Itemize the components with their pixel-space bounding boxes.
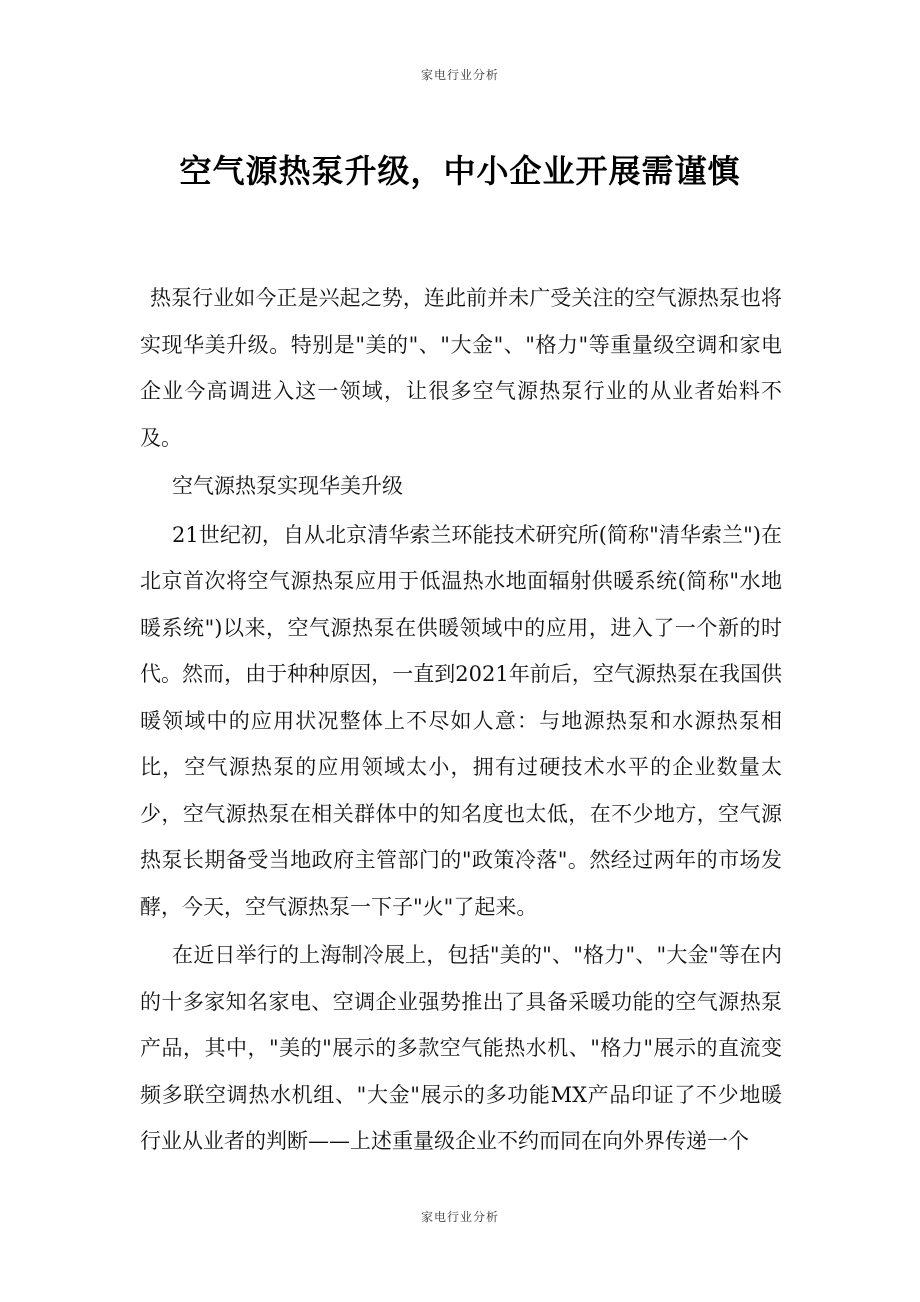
intro-paragraph: 热泵行业如今正是兴起之势，连此前并未广受关注的空气源热泵也将实现华美升级。特别是"美的"、"大金"、"格力"等重量级空调和家电企业今高调进入这一领域，让很多空气源热泵行业的从业者始料不及。 — [140, 286, 782, 450]
running-header: 家电行业分析 — [420, 68, 499, 82]
running-footer: 家电行业分析 — [420, 1210, 499, 1224]
expo-paragraph: 在近日举行的上海制冷展上，包括"美的"、"格力"、"大金"等在内的十多家知名家电、空调企业强势推出了具备采暖功能的空气源热泵产品，其中，"美的"展示的多款空气能热水机、"格力"展示的直流变频多联空调热水机组、"大金"展示的多功能MX产品印证了不少地暖行业从业者的判断——上述重量级企业不约而同在向外界传递一个 — [140, 943, 782, 1153]
article-body — [140, 275, 782, 1167]
history-paragraph: 21世纪初，自从北京清华索兰环能技术研究所(简称"清华索兰")在北京首次将空气源热泵应用于低温热水地面辐射供暖系统(简称"水地暖系统")以来，空气源热泵在供暖领域中的应用，进入了一个新的时代。然而，由于种种原因，一直到2021年前后，空气源热泵在我国供暖领域中的应用状况整体上不尽如人意：与地源热泵和水源热泵相比，空气源热泵的应用领域太小，拥有过硬技术水平的企业数量太少，空气源热泵在相关群体中的知名度也太低，在不少地方，空气源热泵长期备受当地政府主管部门的"政策冷落"。然经过两年的市场发酵，今天，空气源热泵一下子"火"了起来。 — [140, 522, 782, 919]
section-heading-paragraph: 空气源热泵实现华美升级 — [172, 474, 403, 498]
document-title: 空气源热泵升级，中小企业开展需谨慎 — [179, 152, 741, 190]
